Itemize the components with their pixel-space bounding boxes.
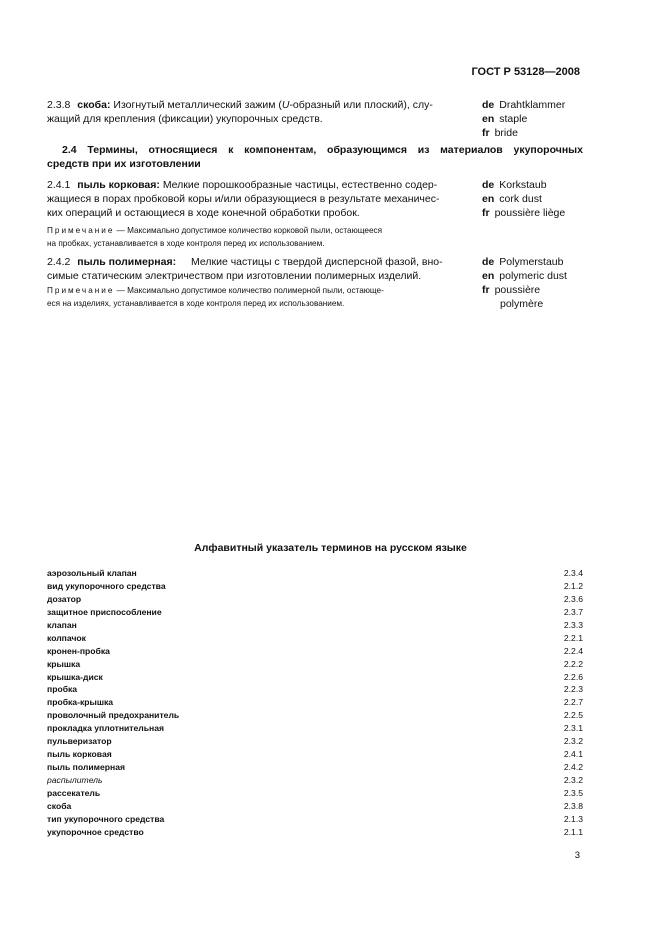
index-ref: 2.1.2 — [563, 580, 583, 591]
index-row — [47, 697, 583, 710]
lang-code: fr — [482, 207, 490, 219]
index-term: рассекатель — [47, 787, 101, 798]
index-row — [47, 659, 583, 672]
index-row — [47, 672, 583, 685]
index-row — [47, 646, 583, 659]
lang-fr-continued: polymère — [500, 298, 544, 310]
index-row — [47, 762, 583, 775]
lang-en — [482, 112, 565, 126]
index-row — [47, 749, 583, 762]
entry-line — [47, 98, 467, 112]
entry-text: Мелкие порошкообразные частицы, естественно содер- — [162, 179, 438, 191]
index-row — [47, 710, 583, 723]
lang-de — [482, 98, 565, 112]
entry-line — [47, 178, 467, 192]
index-row — [47, 801, 583, 814]
index-ref: 2.3.3 — [563, 619, 583, 630]
lang-en — [482, 269, 567, 283]
lang-fr — [482, 206, 565, 220]
lang-code: en — [482, 193, 495, 205]
lang-term: Polymerstaub — [499, 256, 564, 268]
lang-term: poussière — [494, 284, 541, 296]
lang-de — [482, 255, 567, 269]
lang-fr — [482, 283, 567, 297]
lang-fr — [482, 126, 565, 140]
lang-code: en — [482, 113, 495, 125]
section-heading-line: средств при их изготовлении — [47, 158, 201, 170]
index-ref: 2.2.5 — [563, 710, 583, 721]
index-row — [47, 775, 583, 788]
entry-2-4-2 — [47, 255, 467, 283]
index-ref: 2.3.2 — [563, 736, 583, 747]
lang-code: de — [482, 99, 495, 111]
index-row — [47, 568, 583, 581]
note-text: еся на изделиях, устанавливается в ходе контроля перед их использованием. — [47, 299, 345, 308]
index-row — [47, 633, 583, 646]
lang-term: Korkstaub — [499, 179, 547, 191]
index-list — [47, 568, 583, 840]
index-term: пыль корковая — [47, 749, 112, 760]
index-term: клапан — [47, 619, 77, 630]
index-ref: 2.2.1 — [563, 632, 583, 643]
entry-line: ких операций и остающиеся в ходе конечной обработки пробок. — [47, 207, 360, 219]
entry-line: жащий для крепления (фиксации) укупорочных средств. — [47, 113, 323, 125]
index-title: Алфавитный указатель терминов на русском языке — [194, 542, 467, 554]
section-heading-2-4 — [47, 143, 583, 171]
note-label: Примечание — [47, 226, 115, 235]
lang-term: poussière liège — [494, 207, 566, 219]
index-ref: 2.4.2 — [563, 762, 583, 773]
index-term: защитное приспособление — [47, 606, 162, 617]
note-text: на пробках, устанавливается в ходе контроля перед их использованием. — [47, 239, 325, 248]
lang-en — [482, 192, 565, 206]
lang-code: de — [482, 179, 495, 191]
index-ref: 2.1.1 — [563, 826, 583, 837]
index-term: укупорочное средство — [47, 826, 144, 837]
index-ref: 2.3.1 — [563, 723, 583, 734]
index-term: пульверизатор — [47, 736, 112, 747]
index-row — [47, 594, 583, 607]
index-term: колпачок — [47, 632, 86, 643]
index-term: крышка — [47, 658, 81, 669]
entry-term: пыль полимерная: — [77, 256, 177, 268]
lang-term: Drahtklammer — [499, 99, 566, 111]
index-term: дозатор — [47, 593, 82, 604]
entry-2-4-2-translations — [482, 255, 567, 311]
entry-line: симые статическим электричеством при изготовлении полимерных изделий. — [47, 270, 422, 282]
entry-2-4-1-translations — [482, 178, 565, 220]
index-term: тип укупорочного средства — [47, 813, 165, 824]
index-row — [47, 827, 583, 840]
index-ref: 2.1.3 — [563, 813, 583, 824]
index-term: вид укупорочного средства — [47, 580, 166, 591]
index-row — [47, 620, 583, 633]
index-term: пыль полимерная — [47, 762, 125, 773]
entry-2-4-1 — [47, 178, 467, 220]
entry-text-u: U — [281, 99, 290, 111]
index-ref: 2.2.4 — [563, 645, 583, 656]
index-term: пробка-крышка — [47, 697, 114, 708]
index-ref: 2.3.6 — [563, 593, 583, 604]
lang-term: cork dust — [499, 193, 542, 205]
index-row — [47, 723, 583, 736]
index-ref: 2.3.7 — [563, 606, 583, 617]
index-ref: 2.2.2 — [563, 658, 583, 669]
index-term: аэрозольный клапан — [47, 568, 137, 578]
index-ref: 2.2.3 — [563, 684, 583, 695]
lang-term: polymeric dust — [499, 270, 567, 282]
note-2-4-2 — [47, 284, 467, 310]
entry-number: 2.4.1 — [47, 179, 71, 191]
standard-number: ГОСТ Р 53128—2008 — [471, 66, 580, 78]
index-term: кронен-пробка — [47, 645, 110, 656]
index-ref: 2.4.1 — [563, 749, 583, 760]
index-row — [47, 581, 583, 594]
entry-text: Мелкие частицы с твердой дисперсной фазой, вно- — [191, 256, 443, 268]
entry-line: жащиеся в порах пробковой коры и/или образующиеся в результате механичес- — [47, 193, 440, 205]
entry-number: 2.4.2 — [47, 256, 71, 268]
lang-code: fr — [482, 284, 490, 296]
entry-text: -образный или плоский), слу- — [289, 99, 433, 111]
index-term: распылитель — [47, 775, 103, 785]
index-row — [47, 788, 583, 801]
index-row — [47, 814, 583, 827]
lang-term: bride — [494, 127, 518, 139]
entry-term: скоба: — [77, 99, 111, 111]
index-ref: 2.3.4 — [563, 568, 583, 578]
page-number: 3 — [574, 850, 580, 861]
note-label: Примечание — [47, 286, 115, 295]
index-term: прокладка уплотнительная — [47, 723, 165, 734]
index-ref: 2.3.8 — [563, 800, 583, 811]
note-text: — Максимально допустимое количество полимерной пыли, остающе- — [116, 286, 384, 295]
section-heading-line: 2.4 Термины, относящиеся к компонентам, образующимся из материалов укупорочных — [62, 144, 583, 156]
entry-text: Изогнутый металлический зажим ( — [113, 99, 282, 111]
index-ref: 2.2.6 — [563, 671, 583, 682]
index-term: пробка — [47, 684, 78, 695]
entry-2-3-8 — [47, 98, 467, 126]
index-row — [47, 607, 583, 620]
note-text: — Максимально допустимое количество корковой пыли, остающееся — [116, 226, 383, 235]
entry-2-3-8-translations — [482, 98, 565, 140]
note-2-4-1 — [47, 224, 467, 250]
index-term: крышка-диск — [47, 671, 103, 682]
lang-code: en — [482, 270, 495, 282]
index-term: проволочный предохранитель — [47, 710, 180, 721]
index-row — [47, 684, 583, 697]
entry-term: пыль корковая: — [77, 179, 160, 191]
index-ref: 2.3.2 — [563, 775, 583, 785]
lang-term: staple — [499, 113, 528, 125]
entry-number: 2.3.8 — [47, 99, 71, 111]
lang-code: de — [482, 256, 495, 268]
index-ref: 2.3.5 — [563, 787, 583, 798]
index-row — [47, 736, 583, 749]
index-term: скоба — [47, 800, 72, 811]
entry-line — [47, 255, 467, 269]
lang-de — [482, 178, 565, 192]
lang-code: fr — [482, 127, 490, 139]
index-ref: 2.2.7 — [563, 697, 583, 708]
